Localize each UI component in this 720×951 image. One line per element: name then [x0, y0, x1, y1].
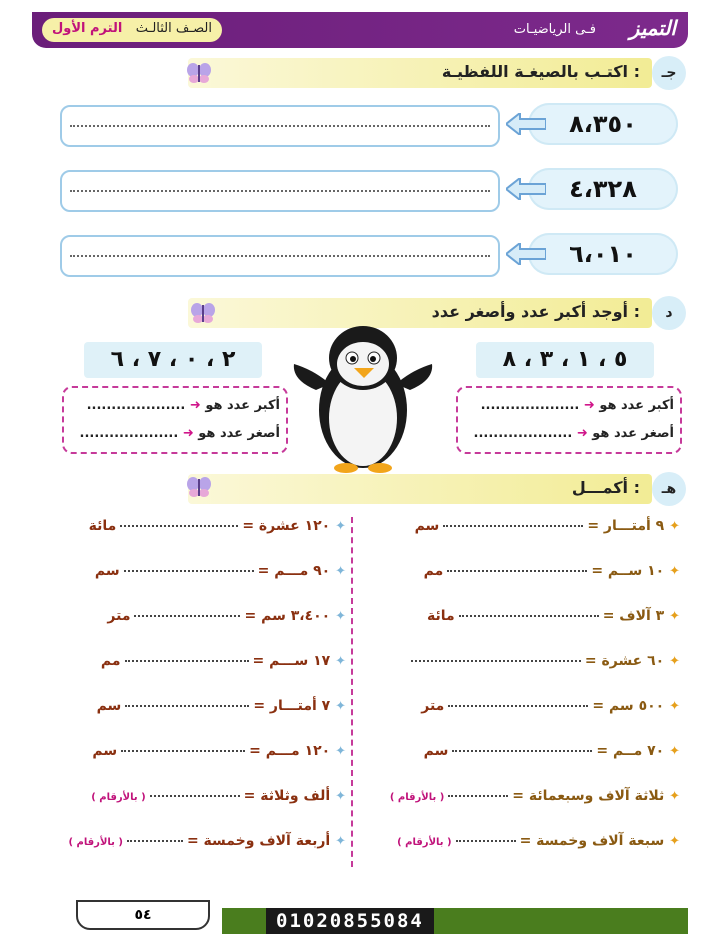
- list-item: ✦ ٩٠ مـــم =سم: [94, 563, 346, 579]
- list-item: ✦ ٧٠ مــم =سم: [423, 743, 680, 759]
- largest-line: أكبر عدد هو ➜ ....................: [86, 398, 280, 413]
- butterfly-icon: [190, 302, 216, 324]
- column-divider: [351, 517, 353, 867]
- list-item: ✦ ألف وثلاثة =( بالأرقام ): [91, 788, 346, 804]
- arrow-left-icon: [506, 113, 546, 135]
- answer-box[interactable]: [60, 170, 500, 212]
- list-item: ✦ أربعة آلاف وخمسة =( بالأرقام ): [68, 833, 346, 849]
- section-c-title: اكتـب بالصيغـة اللفظيـة :: [441, 62, 640, 81]
- largest-line: أكبر عدد هو ➜ ....................: [480, 398, 674, 413]
- footer: [32, 900, 688, 934]
- list-item: ✦ ٧ أمتـــار =سم: [96, 698, 346, 714]
- footer-bar: [222, 908, 688, 934]
- arrow-left-icon: [506, 243, 546, 265]
- list-item: ✦ ١٧ ســـم =مم: [100, 653, 346, 669]
- answer-box[interactable]: [60, 235, 500, 277]
- page-number: ٥٤: [76, 900, 210, 930]
- answer-group-left: [62, 386, 288, 454]
- list-item: ✦ ١٢٠ عشرة =مائة: [88, 518, 346, 534]
- list-item: ✦ ٩ أمتـــار =سم: [414, 518, 680, 534]
- section-e-letter: هـ: [652, 472, 686, 506]
- list-item: ✦ ٥٠٠ سم =متر: [421, 698, 680, 714]
- smallest-line: أصغر عدد هو ➜ ....................: [79, 426, 280, 441]
- number-set-left: ٢ ، ٠ ، ٧ ، ٦: [84, 342, 262, 378]
- number-cloud: ٤،٣٢٨: [528, 168, 678, 210]
- number-cloud: ٦،٠١٠: [528, 233, 678, 275]
- arrow-left-icon: [506, 178, 546, 200]
- phone-number: 01020855084: [266, 908, 434, 934]
- butterfly-icon: [186, 476, 212, 498]
- list-item: ✦ سبعة آلاف وخمسة =( بالأرقام ): [397, 833, 680, 849]
- list-item: ✦ ٦٠ عشرة =: [407, 653, 680, 669]
- penguin-illustration: [288, 318, 438, 478]
- list-item: ✦ ثلاثة آلاف وسبعمائة =( بالأرقام ): [389, 788, 680, 804]
- list-item: ✦ ١٠ ســم =مم: [423, 563, 680, 579]
- header-bar: [32, 12, 688, 48]
- grade-label: الصـف الثالـث: [135, 21, 212, 36]
- term-label: الترم الأول: [52, 21, 123, 36]
- list-item: ✦ ١٢٠ مـــم =سم: [92, 743, 346, 759]
- list-item: ✦ ٣ آلاف =مائة: [427, 608, 680, 624]
- subject-label: فـى الرياضيـات: [513, 22, 596, 37]
- section-d-title: أوجد أكبر عدد وأصغر عدد :: [431, 302, 640, 321]
- section-c-letter: جـ: [652, 56, 686, 90]
- smallest-line: أصغر عدد هو ➜ ....................: [473, 426, 674, 441]
- answer-group-right: [456, 386, 682, 454]
- brand-logo: التميز: [629, 16, 676, 40]
- answer-box[interactable]: [60, 105, 500, 147]
- grade-term-pill: [42, 18, 222, 42]
- number-cloud: ٨،٣٥٠: [528, 103, 678, 145]
- list-item: ✦ ٣،٤٠٠ سم =متر: [107, 608, 346, 624]
- number-set-right: ٥ ، ١ ، ٣ ، ٨: [476, 342, 654, 378]
- section-e-title: أكمـــل :: [571, 478, 640, 497]
- butterfly-icon: [186, 62, 212, 84]
- worksheet-page: [32, 12, 688, 940]
- section-d-letter: د: [652, 296, 686, 330]
